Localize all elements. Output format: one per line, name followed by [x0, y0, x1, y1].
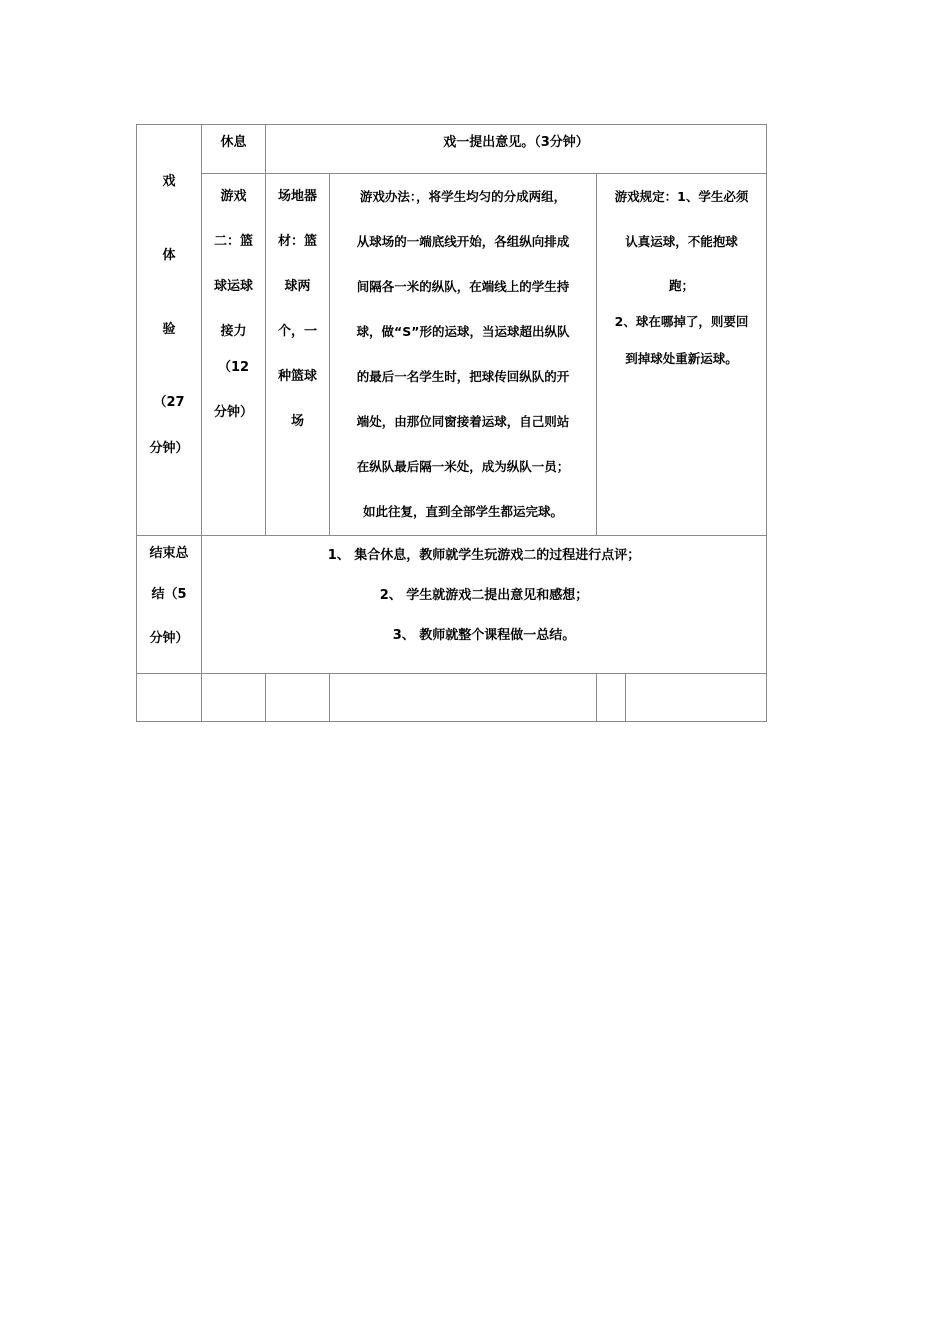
- game2-name-line: 接力: [220, 324, 247, 339]
- summary-item: 3、 教师就整个课程做一总结。: [392, 628, 576, 643]
- game2-name-line: 游戏: [220, 189, 247, 204]
- game2-row: [137, 174, 767, 536]
- game2-rules-cell: [597, 174, 767, 536]
- game2-name-line: 分钟）: [213, 405, 253, 420]
- method-line: 端处，由那位同窗接着运球，自己则站: [356, 414, 570, 429]
- rules-line: 跑；: [669, 278, 695, 293]
- rest-label-cell: [202, 125, 266, 174]
- summary-item: 1、 集合休息，教师就学生玩游戏二的过程进行点评；: [327, 548, 641, 563]
- method-line: 如此往复，直到全部学生都运完球。: [362, 504, 563, 519]
- rules-line: 到掉球处重新运球。: [625, 351, 738, 366]
- rest-row: [137, 125, 767, 174]
- game2-name-line: 二：篮: [213, 234, 253, 249]
- empty-cell: [597, 674, 626, 722]
- summary-label-cell: [137, 536, 202, 674]
- summary-label-line: 分钟）: [149, 631, 189, 646]
- method-line: 的最后一名学生时，把球传回纵队的开: [356, 369, 570, 384]
- rest-label: 休息: [220, 135, 247, 150]
- method-line: 间隔各一米的纵队，在端线上的学生持: [356, 279, 570, 294]
- equipment-line: 球两: [284, 279, 311, 294]
- summary-row: [137, 536, 767, 674]
- stage-line: 分钟）: [149, 441, 189, 456]
- method-line: 球，做“S”形的运球，当运球超出纵队: [356, 324, 570, 339]
- summary-label-line: 结（5: [151, 587, 187, 602]
- stage-line: 戏: [162, 174, 176, 189]
- game2-equipment-cell: [266, 174, 330, 536]
- equipment-line: 场: [290, 414, 304, 429]
- rest-content: 戏一提出意见。（3分钟）: [443, 135, 589, 150]
- method-line: 在纵队最后隔一米处，成为纵队一员；: [356, 459, 570, 474]
- equipment-line: 种篮球: [277, 369, 317, 384]
- stage-line: 验: [162, 322, 176, 337]
- summary-label-line: 结束总: [149, 546, 189, 561]
- game2-method-cell: [330, 174, 597, 536]
- game2-name-line: （12: [217, 360, 250, 375]
- summary-content-cell: [202, 536, 767, 674]
- rules-line: 认真运球，不能抱球: [625, 234, 738, 249]
- empty-cell: [266, 674, 330, 722]
- empty-row: [137, 674, 767, 722]
- stage-line: 体: [162, 248, 176, 263]
- empty-cell: [137, 674, 202, 722]
- empty-cell: [330, 674, 597, 722]
- empty-cell: [626, 674, 767, 722]
- equipment-line: 个，一: [277, 324, 317, 339]
- game2-name-line: 球运球: [213, 279, 253, 294]
- summary-item: 2、 学生就游戏二提出意见和感想；: [379, 588, 589, 603]
- lesson-plan-table: [136, 124, 767, 722]
- stage-line: （27: [153, 395, 185, 410]
- equipment-line: 场地器: [277, 189, 317, 204]
- game2-name-cell: [202, 174, 266, 536]
- method-line: 从球场的一端底线开始，各组纵向排成: [356, 234, 570, 249]
- rules-line: 2、球在哪掉了，则要回: [614, 314, 749, 329]
- empty-cell: [202, 674, 266, 722]
- rules-line: 游戏规定：1、学生必须: [614, 189, 749, 204]
- stage-label-cell: [137, 125, 202, 536]
- rest-content-cell: [266, 125, 767, 174]
- equipment-line: 材：篮: [277, 234, 317, 249]
- method-line: 游戏办法：，将学生均匀的分成两组，: [359, 189, 567, 204]
